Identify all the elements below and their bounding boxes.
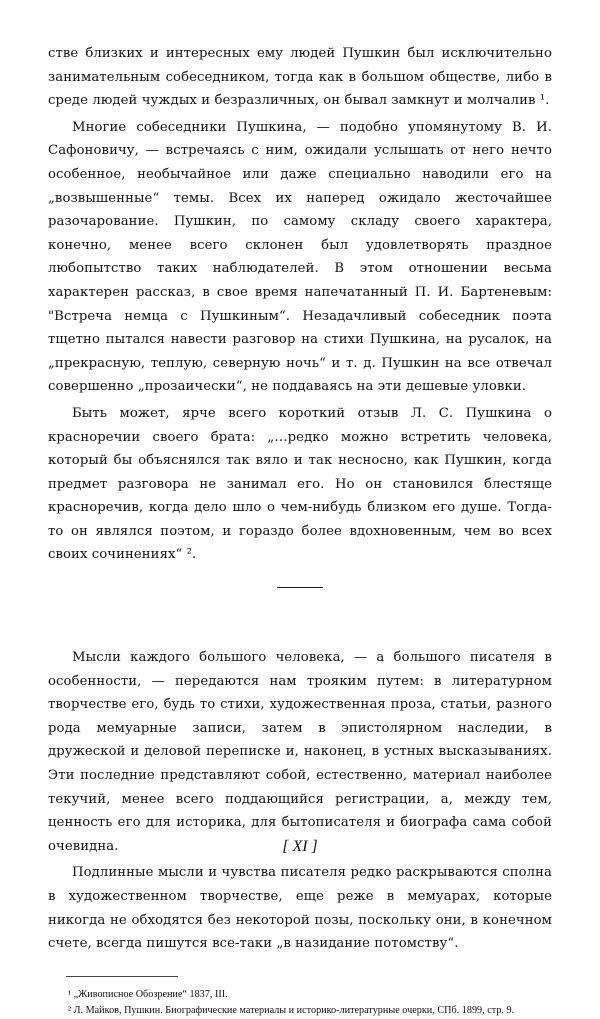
paragraph-genuine-thoughts: Подлинные мысли и чувства писателя редко раскрываются сполна в художественном творчестве, еще реже в мемуарах, которые никогда не обходятся без некоторой позы, поскольку они, в конечном счете, всегда пишутся все-таки „в назидание потомству“.	[48, 865, 552, 952]
paragraph-continuation: стве близких и интересных ему людей Пушкин был исключительно занимательным собеседником, тогда как в большом обществе, либо в среде людей чуждых и безразличных, он бывал замкнут и молчалив ¹.	[48, 46, 552, 109]
paragraph-conversationalists: Многие собеседники Пушкина, — подобно упомянутому В. И. Сафоновичу, — встречаясь с ним, ожидали услышать от него нечто особенное, необычайное или даже специально наводили его на „возвышенные“ темы. Всех их наперед ожидало жесточайшее разочарование. Пушкин, по самому складу своего характера, конечно, менее всего склонен был удовлетворять праздное любопытство таких наблюдателей. В этом отношении весьма характерен рассказ, в свое время напечатанный П. И. Бартеневым: "Встреча немца с Пушкиным“. Незадачливый собеседник поэта тщетно пытался навести разговор на стихи Пушкина, на русалок, на „прекрасную, теплую, северную ночь“ и т. д. Пушкин на все отвечал совершенно „прозаически“, не поддаваясь на эти дешевые уловки.	[48, 119, 552, 395]
footnote-2: ² Л. Майков, Пушкин. Биографические материалы и историко-литературные очерки, СПб. 1899, стр. 9.	[68, 1004, 515, 1016]
footnote-rule	[66, 976, 178, 977]
page-number: [ XI ]	[282, 838, 318, 855]
paragraph-thoughts: Мысли каждого большого человека, — а большого писателя в особенности, — передаются нам трояким путем: в литературном творчестве его, будь то стихи, художественная проза, статьи, разного рода мемуарные записи, затем в эпистолярном наследии, в дружеской и деловой переписке и, наконец, в устных высказываниях. Эти последние представляют собой, естественно, материал наиболее текучий, менее всего поддающийся регистрации, а, между тем, ценность его для историка, для бытописателя и биографа сама собой очевидна.	[48, 650, 552, 854]
section-separator	[277, 587, 323, 588]
footnote-1: ¹ „Живописное Обозрение“ 1837, III.	[68, 988, 228, 1000]
paragraph-brother-review: Быть может, ярче всего короткий отзыв Л. С. Пушкина о красноречии своего брата: „…редко можно встретить человека, который бы объяснялся так вяло и так несносно, как Пушкин, когда предмет разговора не занимал его. Но он становился блестяще красноречив, когда дело шло о чем-нибудь близком его душе. Тогда-то он являлся поэтом, и гораздо более вдохновенным, чем во всех своих сочинениях“ ².	[48, 405, 552, 563]
